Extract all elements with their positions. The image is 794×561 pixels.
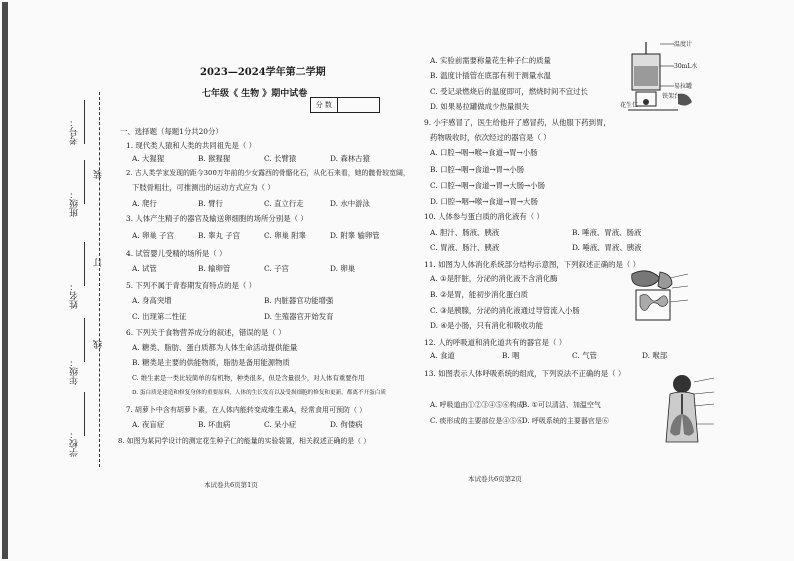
q6-option-d: D. 蛋白质是建造和修复身体的重要原料，人体的生长发育以及受损细胞的修复和更新，都离不开蛋白质 [132,390,386,396]
q3-option-d: D. 附睾 输卵管 [330,231,380,240]
q12-option-d: D. 喉部 [642,351,668,360]
exam-page-1 [112,0,410,561]
q8-option-d: D. 如果易拉罐做成少热量损失 [430,102,530,111]
respiratory-system-figure [650,374,720,446]
q2-option-a: A. 爬行 [132,199,157,208]
digestive-system-figure [622,262,692,332]
question-6: 6. 下列关于食物营养成分的叙述，错误的是（ ） [126,328,286,337]
class-label: 班级： [70,190,80,217]
q9-option-a: A. 口腔→咽→喉→食道→胃→小肠 [430,148,538,157]
page-2-footer: 本试卷共6页第2页 [468,475,522,483]
question-9-cont: 药物吸收时，依次经过的器官是（ ） [430,133,551,142]
question-9: 9. 小宇感冒了，医生给他开了感冒药，从他服下药到胃， [424,118,611,127]
q6-option-b: B. 糖类是主要的供能物质，脂肪是备用能源物质 [132,358,290,367]
seal-char-2: 订 [94,258,104,267]
q7-option-c: C. 呆小症 [264,420,297,429]
q5-option-c: C. 出现第二性征 [132,312,187,321]
seal-char-3: 线 [94,340,104,349]
figure-label-seed: 花生仁 [620,102,639,109]
q8-option-c: C. 受记录燃烧后的温度即可，燃烧时间不宜过长 [430,87,588,96]
q1-option-d: D. 森林古猿 [330,154,370,163]
q8-option-b: B. 温度计插管在底部有利于测量水温 [430,71,551,80]
q4-option-a: A. 试管 [132,264,157,273]
figure-label-thermometer: 温度计 [674,41,693,48]
q12-option-b: B. 咽 [502,351,520,360]
question-1: 1. 现代类人猿和人类的共同祖先是（ ） [126,141,257,150]
question-10: 10. 人体参与蛋白质的消化液有（ ） [424,212,544,221]
q13-option-d: D. 呼吸系统的主要器官是⑥ [522,417,609,425]
question-5: 5. 下列不属于青春期发育特点的是（ ） [126,281,257,290]
figure-label-holder: 铁架台 [662,93,681,100]
q7-option-d: D. 佝偻病 [330,420,363,429]
score-label: 分 数 [311,98,338,112]
question-3: 3. 人体产生精子的器官及输送卵细胞的场所分别是（ ） [126,214,308,223]
q12-option-a: A. 食道 [430,351,455,360]
q10-option-d: D. 唾液、胃液、胰液 [572,243,642,252]
exam-page-2 [422,0,787,561]
binding-dashed-line [99,92,100,467]
q7-option-a: A. 夜盲症 [132,420,165,429]
scan-edge-shadow [2,2,8,559]
name-label: 姓名： [70,282,80,309]
question-2: 2. 古人类学家发现的距今300万年前的少女露西的骨骼化石，从化石来看，她的髋骨较宽阔， [126,169,410,177]
q2-option-b: B. 臂行 [198,199,223,208]
q11-option-a: A. ①是肝脏，分泌的消化液不含消化酶 [430,274,558,283]
exam-number-label: 考号： [70,118,80,145]
name-line [84,242,85,286]
q9-option-c: C. 口腔→咽→食道→胃→大肠→小肠 [430,181,545,190]
q13-option-b: B. ①可以清洁、加温空气 [522,401,601,409]
q1-option-a: A. 大猩猩 [132,154,165,163]
q5-option-d: D. 生殖器官开始发育 [264,312,334,321]
q6-option-c: C. 维生素是一类比较简单的有机物，种类很多，但是含量很少，对人体有重要作用 [132,374,365,382]
seal-char-1: 装 [94,170,104,179]
exam-year-title: 2023—2024学年第二学期 [200,67,326,78]
q12-option-c: C. 气管 [572,351,597,360]
figure-label-can: 易拉罐 [674,83,693,90]
q11-option-b: B. ②是胃，能初步消化蛋白质 [430,290,529,299]
question-2-cont: 下肢骨粗壮，可推测出的运动方式应为（ ） [132,183,275,192]
score-blank[interactable] [338,98,379,112]
exam-number-line [84,100,85,144]
figure-label-water: 30mL水 [674,63,698,70]
class-line [84,160,85,204]
page-1-footer: 本试卷共6页第1页 [204,481,258,489]
q5-option-b: B. 内脏器官功能增强 [264,296,334,305]
q4-option-c: C. 子宫 [264,264,289,273]
q4-option-b: B. 输卵管 [198,264,231,273]
q11-option-d: D. ④是小肠，只有消化和吸收功能 [430,321,544,330]
q3-option-a: A. 卵巢 子宫 [132,231,174,240]
q2-option-c: C. 直立行走 [264,199,304,208]
q8-option-a: A. 实验前需要称量花生种子仁的质量 [430,56,551,65]
exam-subtitle: 七年级《 生物 》期中试卷 [202,89,308,99]
q9-option-b: B. 口腔→咽→食道→胃→小肠 [430,165,525,174]
q10-option-c: C. 胃液、肠汁、胰液 [430,243,500,252]
q2-option-d: D. 水中游泳 [330,199,370,208]
school-line [84,392,85,436]
q10-option-a: A. 胆汁、肠液、胰液 [430,228,500,237]
question-11: 11. 如图为人体消化系统部分结构示意图，下列叙述正确的是（ ） [424,260,641,269]
question-7: 7. 胡萝卜中含有胡萝卜素，在人体内能转变成维生素A，经常食用可预防（ ） [126,406,367,414]
school-label: 学校： [70,430,80,457]
q1-option-b: B. 猴猩猩 [198,154,231,163]
q4-option-d: D. 卵巢 [330,264,356,273]
q3-option-b: B. 睾丸 子宫 [198,231,241,240]
section-1-heading: 一、选择题（每题1分共20分） [120,127,223,136]
q6-option-a: A. 糖类、脂肪、蛋白质都为人体生命活动提供能量 [132,343,298,352]
question-8: 8. 如图为某同学设计的测定花生种子仁的能量的实验装置，相关叙述正确的是（ ） [118,437,371,445]
q3-option-c: C. 卵巢 附睾 [264,231,307,240]
q13-option-a: A. 呼吸道由①②③④⑤⑥构成 [430,401,524,409]
q7-option-b: B. 坏血病 [198,420,231,429]
q11-option-c: C. ③是胰腺，分泌的消化液通过导管流入小肠 [430,306,580,315]
q1-option-c: C. 长臂猿 [264,154,297,163]
question-12: 12. 人的呼吸道和消化道共有的器官是（ ） [424,338,567,347]
q10-option-b: B. 唾液、胃液、肠液 [572,228,642,237]
grade-label: 年级： [70,358,80,385]
question-13: 13. 如图表示人体呼吸系统的组成，下列说法不正确的是（ ） [424,369,626,378]
score-box [310,97,380,113]
question-4: 4. 试管婴儿受精的场所是（ ） [126,249,227,258]
grade-line [84,318,85,362]
q5-option-a: A. 身高突增 [132,296,172,305]
q9-option-d: D. 口腔→咽→喉→食道→胃→大肠 [430,197,538,206]
q13-option-c: C. 痰形成的主要部位是④⑤⑥ [430,417,524,425]
